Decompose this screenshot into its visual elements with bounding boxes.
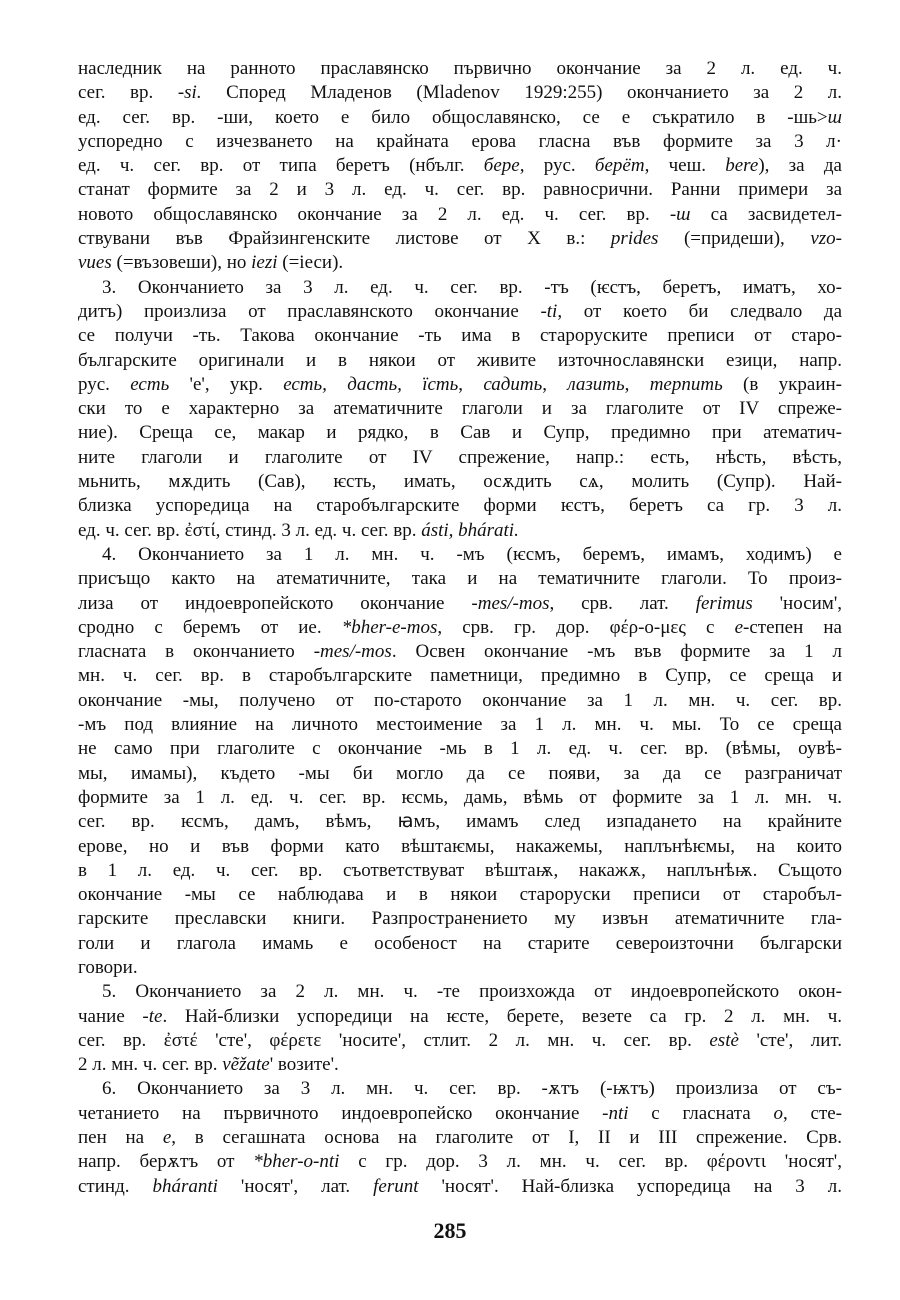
text-line [78,980,842,1004]
text-line [78,1102,842,1126]
text-line [78,956,842,980]
text-run: мьнить, мѫдить (Сав), ѥсть, имать, осѫдить сѧ, молить (Супр). Най- [78,471,842,493]
text-run: ски то е характерно за атематичните глаголи и за глаголите от IV спреже- [78,398,842,420]
text-line [78,1150,842,1174]
text-line [78,907,842,931]
text-line [78,737,842,761]
italic-text: bere [725,155,759,177]
text-line [78,1029,842,1053]
text-run: 'носят', лат. [217,1175,374,1197]
text-line [78,421,842,445]
text-run: (=придеши), [658,228,811,250]
text-line [78,106,842,130]
text-run: ерове, но и във форми като вѣштаѥмы, накажемы, наплънѣѥмы, на които [78,835,842,857]
text-run: , чеш. [644,155,726,177]
italic-text: iezi [251,252,278,274]
text-run: . Освен окончание -мъ във формите за 1 л [391,641,842,663]
text-run: -степен на [743,616,842,638]
text-run: голи и глагола имамь е особеност на старите североизточни български [78,932,842,954]
italic-text: ásti, bhárati. [421,519,519,541]
italic-text: -ti [540,300,558,322]
italic-text: ш [827,106,842,128]
italic-text: садить [483,373,543,395]
text-run: рус. [78,373,131,395]
text-run: лиза от индоевропейското окончание [78,592,472,614]
text-run: ните глаголи и глаголите от IV спрежение, напр.: есть, нѣсть, вѣсть, [78,446,842,468]
paragraph [78,543,842,980]
text-run: новото общославянско окончание за 2 л. ед. ч. сег. вр. [78,203,670,225]
text-run: -мъ под влияние на личното местоимение за 1 л. мн. ч. мы. То се среща [78,714,842,736]
text-run: с гласната [628,1102,774,1124]
text-run: ед. ч. сег. вр. ἐστί, стинд. 3 л. ед. ч. сег. вр. [78,519,422,541]
text-run: 5. Окончанието за 2 л. мн. ч. -те произхожда от индоевропейското окон- [102,981,842,1003]
text-run: с гр. дор. 3 л. мн. ч. сег. вр. φέροντι 'носят', [339,1151,842,1173]
text-run: . Най-близки успоредици на ѥсте, берете, везете са гр. 2 л. мн. ч. [162,1005,842,1027]
text-run: окончание -мы се наблюдава и в някои староруски преписи от старобъл- [78,884,842,906]
text-run: 'носим', [752,592,842,614]
text-run: сродно с беремъ от ие. [78,616,342,638]
text-run: окончание -мы, получено от по-старото окончание за 1 л. мн. ч. сег. вр. [78,689,842,711]
text-run: (в украин- [722,373,842,395]
italic-text: vẽžate [222,1054,270,1076]
text-line [78,664,842,688]
text-line [78,373,842,397]
text-run: Според Младенов (Mladenov 1929:255) окончанието за 2 л. [201,82,842,104]
text-line [78,1077,842,1101]
text-run: говори. [78,956,138,978]
text-run: станат формите за 2 и 3 л. ед. ч. сег. вр. равносрични. Ранни примери за [78,179,842,201]
text-line [78,300,842,324]
paragraph [78,980,842,1077]
italic-text: ferunt [373,1175,419,1197]
text-run: българските оригинали и в някои от живите източнославянски езици, напр. [78,349,842,371]
italic-text: ferimus [695,592,753,614]
text-run: не само при глаголите с окончание -мь в 1 л. ед. ч. сег. вр. (вѣмы, оувѣ- [78,738,842,760]
text-line [78,592,842,616]
text-run: (=възовеши), но [111,252,252,274]
text-run: , [624,373,650,395]
text-line [78,835,842,859]
text-run: близка успоредица на старобългарските форми ѥстъ, беретъ са гр. 3 л. [78,495,842,517]
italic-text: -si. [177,82,202,104]
italic-text: bháranti [152,1175,218,1197]
text-run: чание [78,1005,143,1027]
text-run: , рус. [519,155,595,177]
text-run: присъщо както на атематичните, така и на тематичните глаголи. То произ- [78,568,842,590]
italic-text: -mes/-mos [313,641,392,663]
text-run: сег. вр. ἐστέ 'сте', φέρετε 'носите', стлит. 2 л. мн. ч. сег. вр. [78,1029,710,1051]
italic-text: -nti [602,1102,629,1124]
italic-text: берёт [594,155,645,177]
text-line [78,883,842,907]
italic-text: estè [709,1029,739,1051]
text-line [78,1053,842,1077]
text-run: , в сегашната основа на глаголите от I, II и III спрежение. Срв. [171,1127,842,1149]
text-run: гарските преславски книги. Разпространението му извън атематичните гла- [78,908,842,930]
text-line [78,154,842,178]
text-run: 2 л. мн. ч. сег. вр. [78,1054,223,1076]
text-run: ствувани във Фрайзингенските листове от X в.: [78,228,611,250]
text-line [78,1126,842,1150]
italic-text: бере [483,155,520,177]
text-line [78,470,842,494]
text-run: , от което би следвало да [557,300,842,322]
text-line [78,227,842,251]
text-line [78,397,842,421]
italic-text: лазить [567,373,625,395]
text-line [78,762,842,786]
text-run: стинд. [78,1175,153,1197]
italic-text: vzo- [810,228,842,250]
text-line [78,349,842,373]
text-run: сег. вр. ѥсмъ, дамъ, вѣмъ, ꙗмъ, имамъ след изпадането на крайните [78,811,842,833]
text-run: 6. Окончанието за 3 л. мн. ч. сег. вр. -ѫтъ (-ѭтъ) произлиза от съ- [102,1078,842,1100]
text-line [78,57,842,81]
text-run: 4. Окончанието за 1 л. мн. ч. -мъ (ѥсмъ, беремъ, имамъ, ходимъ) е [102,543,842,565]
text-line [78,324,842,348]
italic-text: *bher-o-nti [253,1151,340,1173]
text-run: дитъ) произлиза от праславянското окончание [78,300,541,322]
italic-text: терпить [649,373,723,395]
page-number: 285 [433,1218,467,1243]
italic-text: vues [78,252,112,274]
text-line [78,713,842,737]
text-run: , срв. лат. [549,592,696,614]
text-line [78,130,842,154]
text-run: сег. вр. [78,82,178,104]
text-line [78,178,842,202]
text-run: формите за 1 л. ед. ч. сег. вр. ѥсмь, дамь, вѣмь от формите за 1 л. мн. ч. [78,786,842,808]
text-run: пен на [78,1127,163,1149]
text-run: , [458,373,484,395]
text-run: успоредно с изчезването на крайната ерова гласна във формите за 3 л· [78,130,842,152]
text-run: (=іеси). [277,252,344,274]
text-line [78,251,842,275]
text-line [78,786,842,810]
paragraph [78,1077,842,1198]
text-run: се получи -ть. Такова окончание -ть има в староруските преписи от старо- [78,325,842,347]
text-line [78,932,842,956]
text-line [78,543,842,567]
text-run: , [542,373,568,395]
text-run: ед. сег. вр. -ши, което е било общославянско, се е съкратило в -шь> [78,106,828,128]
text-line [78,689,842,713]
text-line [78,616,842,640]
text-run: мы, имамы), където -мы би могло да се появи, за да се разграничат [78,762,842,784]
text-run: наследник на ранното праславянско първично окончание за 2 л. ед. ч. [78,58,842,79]
text-run: 3. Окончанието за 3 л. ед. ч. сег. вр. -тъ (ѥстъ, беретъ, иматъ, хо- [102,276,842,298]
text-line [78,1175,842,1199]
text-run: ние). Среща се, макар и рядко, в Сав и Супр, предимно при атематич- [78,422,842,444]
italic-text: prides [610,228,659,250]
text-line [78,640,842,664]
italic-text: -ш [669,203,691,225]
italic-text: есть [130,373,170,395]
text-line [78,567,842,591]
paragraph [78,57,842,276]
paragraph [78,276,842,543]
italic-text: о [773,1102,783,1124]
text-line [78,519,842,543]
text-line [78,203,842,227]
text-line [78,494,842,518]
italic-text: -te [142,1005,163,1027]
text-run: ед. ч. сег. вр. от типа беретъ (нбълг. [78,155,484,177]
text-run: 'носят'. Най-близка успоредица на 3 л. [418,1175,842,1197]
text-run: напр. берѫтъ от [78,1151,254,1173]
text-run: 'е', укр. [169,373,284,395]
italic-text: е [734,616,744,638]
text-run: , срв. гр. дор. φέρ-ο-μες с [437,616,735,638]
text-run: в 1 л. ед. ч. сег. вр. съответствуват вѣштаѭ, накажѫ, наплънѣѭ. Същото [78,859,842,881]
text-run: четанието на първичното индоевропейско окончание [78,1102,603,1124]
text-line [78,446,842,470]
italic-text: есть, дасть, їсть [283,373,459,395]
text-line [78,276,842,300]
text-run: , сте- [783,1102,842,1124]
text-run: 'сте', лит. [738,1029,842,1051]
text-run: ), за да [758,155,842,177]
text-line [78,859,842,883]
italic-text: -mes/-mos [471,592,550,614]
text-line [78,1005,842,1029]
text-line [78,810,842,834]
text-run: мн. ч. сег. вр. в старобългарските паметници, предимно в Супр, се среща и [78,665,842,687]
text-run: ' возите'. [269,1054,339,1076]
italic-text: е [162,1127,172,1149]
document-body [78,57,842,1199]
text-run: гласната в окончанието [78,641,314,663]
text-line [78,81,842,105]
text-run: са засвидетел- [690,203,842,225]
italic-text: *bher-e-mos [341,616,438,638]
